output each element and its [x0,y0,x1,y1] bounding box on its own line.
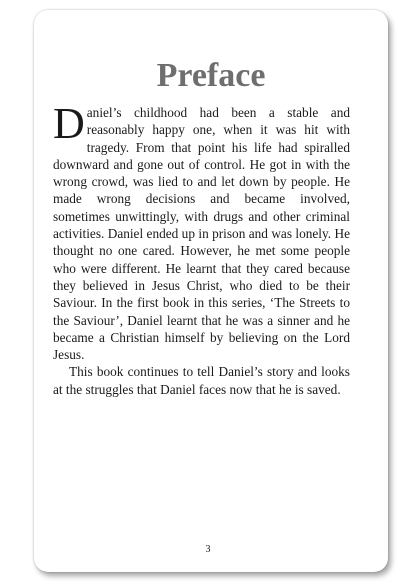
preface-body [53,99,350,398]
paragraph-1 [53,99,350,363]
page-number: 3 [205,544,211,555]
drop-cap: D [53,99,85,148]
paragraph-2: This book continues to tell Daniel’s story and looks at the struggles that Daniel faces now that he is saved. [53,364,350,397]
paragraph-1-text: aniel’s childhood had been a stable and reasonably happy one, when it was hit with tragedy. From that point his life had spiralled downward and gone out of control. He got in with the wrong crowd, was lied to and let down by people. He made wrong decisions and became involved, sometimes unwittingly, with drugs and other criminal activities. Daniel ended up in prison and was lonely. He thought no one cared. However, he met some people who were different. He learnt that they cared because they believed in Jesus Christ, who died to be their Saviour. In the first book in this series, ‘The Streets to the Saviour’, Daniel learnt that he was a sinner and he became a Christian himself by believing on the Lord Jesus. [53,105,350,363]
page-title: Preface [156,57,266,94]
